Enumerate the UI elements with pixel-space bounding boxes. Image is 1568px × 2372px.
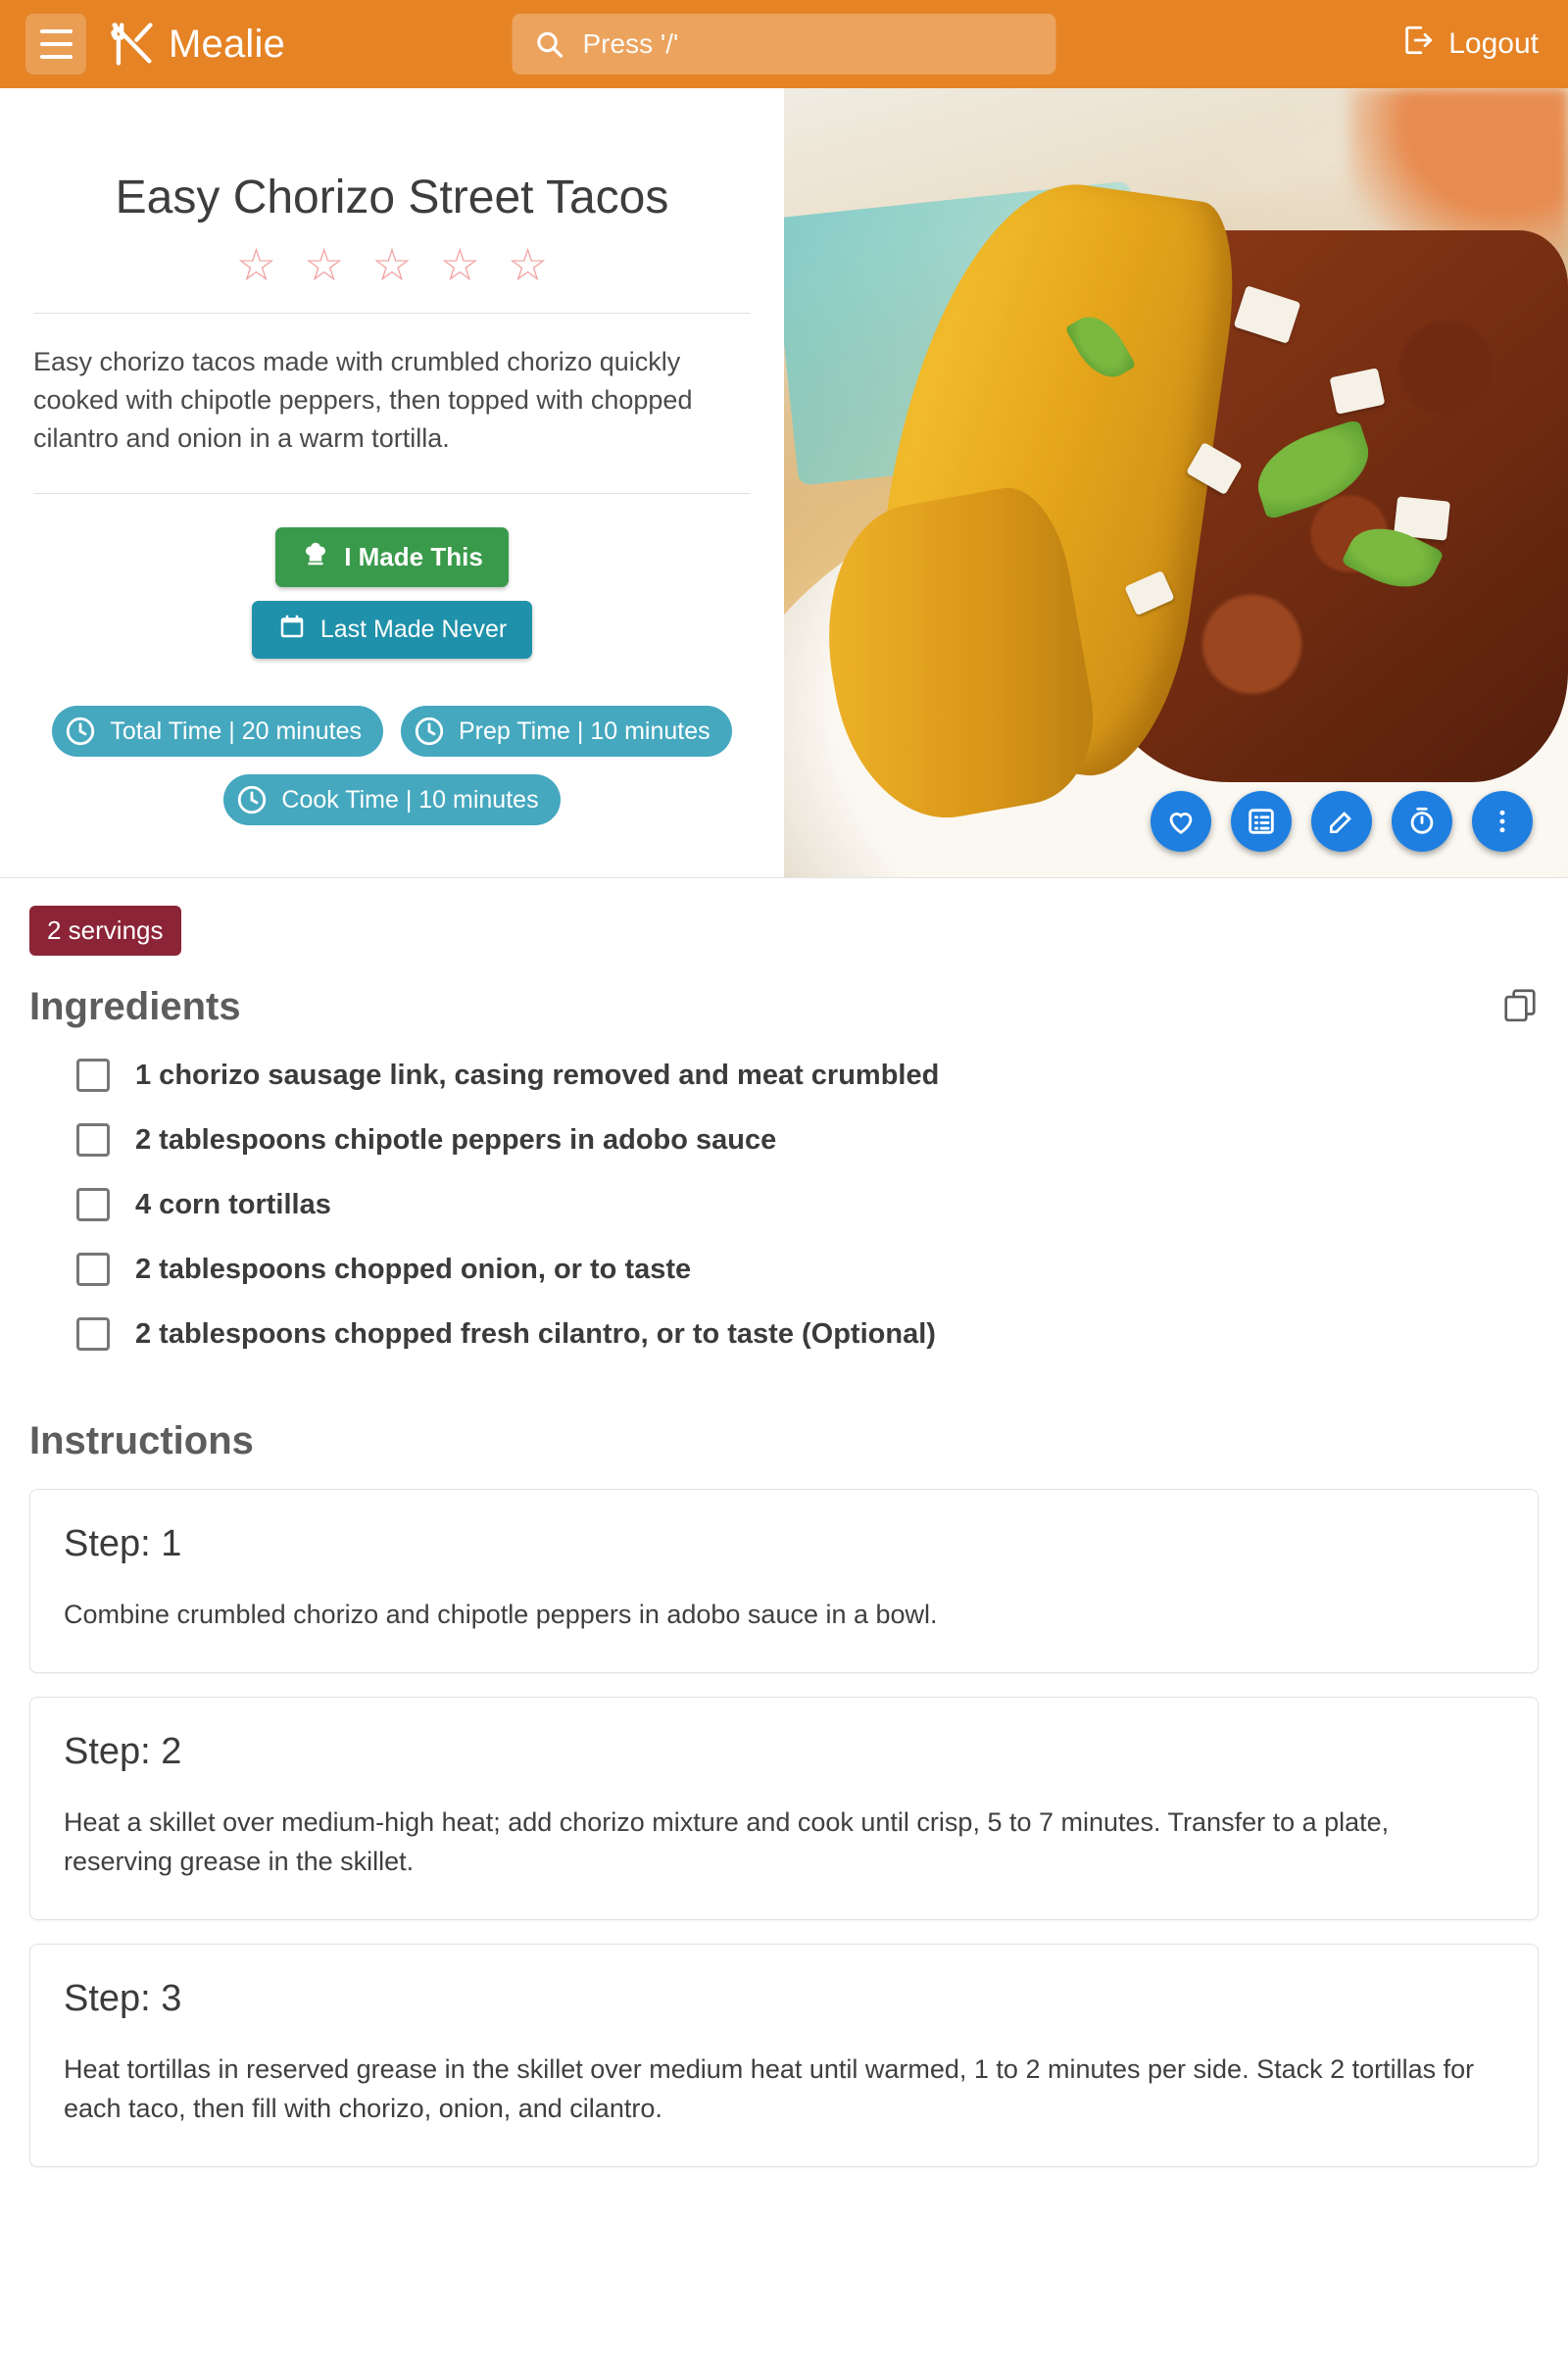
copy-icon[interactable]	[1501, 986, 1539, 1028]
cook-time-label: Cook Time | 10 minutes	[281, 785, 539, 814]
total-time-label: Total Time | 20 minutes	[110, 717, 362, 745]
timer-button[interactable]	[1392, 791, 1452, 852]
search-input[interactable]	[581, 27, 1035, 61]
star-icon[interactable]: ☆	[439, 239, 480, 290]
clock-icon	[235, 783, 269, 816]
logout-button[interactable]	[1401, 24, 1539, 65]
recipe-description: Easy chorizo tacos made with crumbled chorizo quickly cooked with chipotle peppers, then topped with chopped cilantro and onion in a warm tortilla.	[33, 347, 693, 454]
step-text: Heat tortillas in reserved grease in the skillet over medium heat until warmed, 1 to 2 minutes per side. Stack 2 tortillas for each taco, then fill with chorizo, onion, and cilantro.	[64, 2053, 1475, 2123]
instructions-list	[29, 1489, 1539, 2167]
chef-hat-icon	[301, 539, 330, 575]
star-icon[interactable]: ☆	[371, 239, 413, 290]
i-made-this-button[interactable]	[275, 527, 509, 587]
recipe-action-buttons	[1151, 791, 1533, 852]
ingredients-title: Ingredients	[29, 985, 241, 1028]
taco-photo	[784, 88, 1568, 877]
clock-icon	[413, 715, 446, 748]
ingredient-checkbox[interactable]	[76, 1123, 110, 1157]
app-bar	[0, 0, 1568, 88]
ingredients-list	[29, 1043, 1539, 1366]
cook-time-chip	[223, 774, 560, 825]
servings-badge[interactable]: 2 servings	[29, 906, 181, 956]
edit-button[interactable]	[1311, 791, 1372, 852]
search-icon	[534, 28, 565, 60]
recipe-image	[784, 88, 1568, 877]
last-made-label: Last Made Never	[319, 616, 508, 644]
prep-time-label: Prep Time | 10 minutes	[459, 717, 710, 745]
rating-stars[interactable]	[33, 239, 751, 290]
clock-icon	[64, 715, 97, 748]
step-title: Step: 1	[64, 1523, 182, 1564]
ingredient-label: 2 tablespoons chopped fresh cilantro, or to taste (Optional)	[135, 1317, 936, 1350]
last-made-button[interactable]	[252, 601, 532, 659]
calendar-icon	[277, 612, 307, 648]
step-title: Step: 2	[64, 1730, 182, 1772]
ingredient-checkbox[interactable]	[76, 1188, 110, 1221]
search-bar[interactable]	[513, 14, 1056, 74]
i-made-this-label: I Made This	[344, 542, 483, 572]
ingredient-label: 1 chorizo sausage link, casing removed and meat crumbled	[135, 1059, 940, 1091]
ingredient-checkbox[interactable]	[76, 1059, 110, 1092]
logout-icon	[1401, 24, 1435, 65]
favorite-button[interactable]	[1151, 791, 1211, 852]
star-icon[interactable]: ☆	[235, 239, 277, 290]
star-icon[interactable]: ☆	[304, 239, 345, 290]
recipe-summary	[0, 88, 784, 877]
step-card[interactable]	[29, 1944, 1539, 2167]
list-item[interactable]	[29, 1302, 1539, 1366]
prep-time-chip	[401, 706, 732, 757]
fork-knife-icon	[104, 16, 161, 73]
hamburger-icon[interactable]	[25, 14, 86, 74]
ingredients-header	[29, 985, 1539, 1029]
ingredient-checkbox[interactable]	[76, 1317, 110, 1351]
divider	[33, 313, 751, 314]
instructions-title: Instructions	[29, 1419, 254, 1462]
list-item[interactable]	[29, 1172, 1539, 1237]
logout-label: Logout	[1448, 27, 1539, 60]
more-vertical-icon[interactable]	[1472, 791, 1533, 852]
star-icon[interactable]: ☆	[507, 239, 549, 290]
page-title: Easy Chorizo Street Tacos	[115, 172, 669, 223]
ingredient-checkbox[interactable]	[76, 1253, 110, 1286]
list-item[interactable]	[29, 1237, 1539, 1302]
step-card[interactable]	[29, 1489, 1539, 1673]
ingredient-label: 2 tablespoons chopped onion, or to taste	[135, 1253, 692, 1285]
step-card[interactable]	[29, 1697, 1539, 1920]
ingredient-label: 2 tablespoons chipotle peppers in adobo sauce	[135, 1123, 777, 1156]
total-time-chip	[52, 706, 383, 757]
add-to-list-button[interactable]	[1231, 791, 1292, 852]
divider	[33, 493, 751, 494]
time-chips	[33, 706, 751, 825]
ingredient-label: 4 corn tortillas	[135, 1188, 331, 1220]
recipe-hero	[0, 88, 1568, 878]
step-text: Heat a skillet over medium-high heat; add chorizo mixture and cook until crisp, 5 to 7 minutes. Transfer to a plate, reserving grease in the skillet.	[64, 1806, 1390, 1876]
step-title: Step: 3	[64, 1977, 182, 2019]
step-text: Combine crumbled chorizo and chipotle peppers in adobo sauce in a bowl.	[64, 1600, 938, 1629]
list-item[interactable]	[29, 1043, 1539, 1108]
recipe-content	[0, 878, 1568, 2167]
app-title: Mealie	[169, 22, 286, 66]
list-item[interactable]	[29, 1108, 1539, 1172]
